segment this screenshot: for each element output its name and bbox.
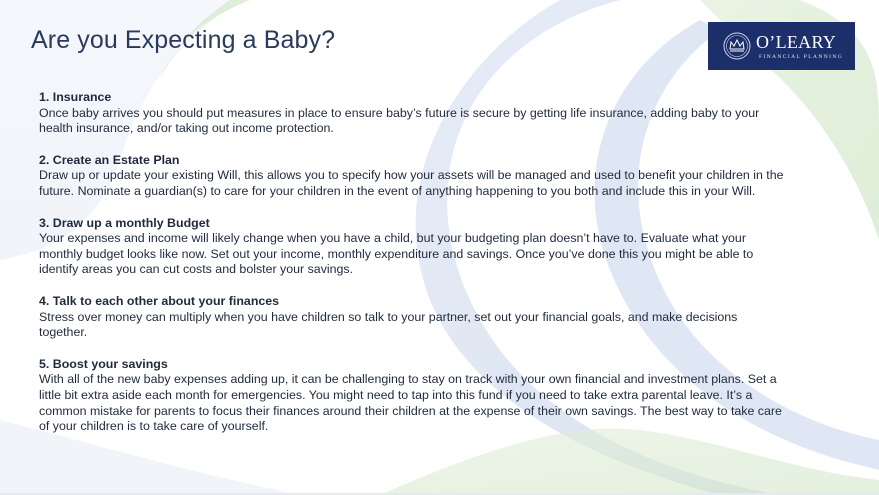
section-body: Once baby arrives you should put measures in place to ensure baby’s future is secure by getting life insurance, adding baby to your health insurance, and/or taking out income protection. xyxy=(39,105,760,136)
section-heading: 3. Draw up a monthly Budget xyxy=(39,215,210,230)
section-body: With all of the new baby expenses adding up, it can be challenging to stay on track with your own financial and investment plans. Set a little bit extra aside each month for emergencies. You might need to tap into this fund if you need to take extra parental leave. It’s a common mistake for parents to focus their finances around their children at the expense of their own savings. The best way to take care of your children is to take care of yourself. xyxy=(39,372,782,434)
section-heading: 4. Talk to each other about your finances xyxy=(39,293,280,308)
section-heading: 2. Create an Estate Plan xyxy=(39,152,180,167)
section-body: Your expenses and income will likely change when you have a child, but your budgeting plan doesn’t have to. Evaluate what your monthly budget looks like now. Set out your income, monthly expenditure and savings. Once you’ve done this you might be able to identify areas you can cut costs and bolster your savings. xyxy=(39,231,754,277)
company-logo xyxy=(708,22,855,70)
section-savings xyxy=(39,357,784,435)
crown-crest-icon xyxy=(722,31,752,61)
content-list xyxy=(39,90,784,451)
section-heading: 5. Boost your savings xyxy=(39,356,168,371)
section-finances-talk xyxy=(39,294,784,341)
section-budget xyxy=(39,216,784,278)
section-body: Draw up or update your existing Will, this allows you to specify how your assets will be managed and used to benefit your children in the future. Nominate a guardian(s) to care for your children in the event of anything happening to you both and include this in your Will. xyxy=(39,168,784,198)
slide-title: Are you Expecting a Baby? xyxy=(31,26,336,54)
section-insurance xyxy=(39,90,784,137)
section-heading: 1. Insurance xyxy=(39,90,112,104)
logo-name: O’LEARY xyxy=(756,32,837,52)
section-body: Stress over money can multiply when you have children so talk to your partner, set out your financial goals, and make decisions together. xyxy=(39,309,738,340)
section-estate-plan xyxy=(39,153,784,200)
logo-subtitle: FINANCIAL PLANNING xyxy=(759,54,844,60)
